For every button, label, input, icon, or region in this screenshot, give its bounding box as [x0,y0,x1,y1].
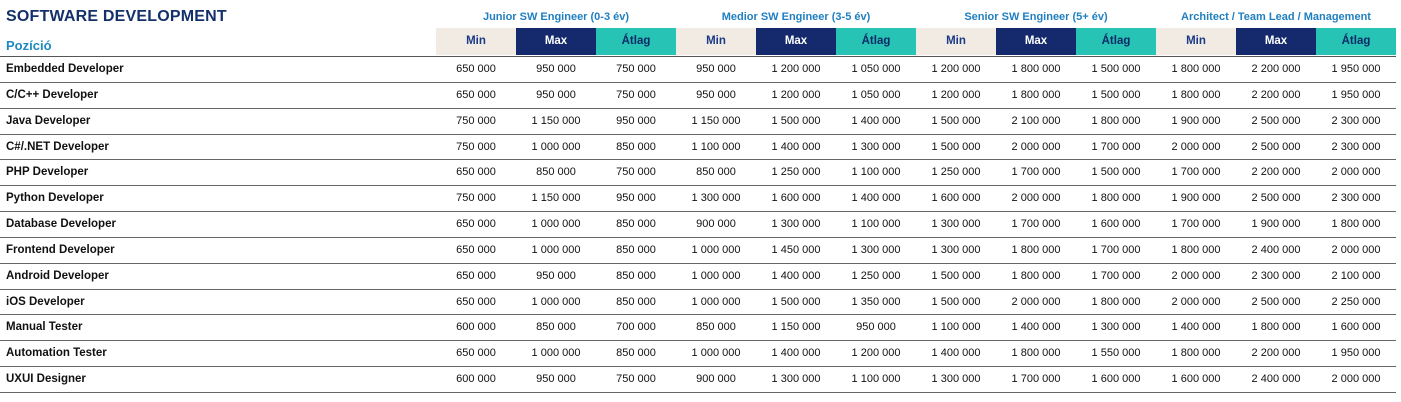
salary-cell: 2 500 000 [1251,192,1301,205]
salary-cell: 650 000 [456,63,496,75]
salary-cell: 1 800 000 [1171,88,1221,101]
subheader-avg: Átlag [1316,28,1396,55]
row-position-name: Database Developer [6,218,116,231]
salary-cell: 1 000 000 [531,295,581,308]
salary-cell: 950 000 [696,63,736,75]
salary-cell: 2 300 000 [1331,114,1381,127]
salary-cell: 2 400 000 [1251,373,1301,386]
salary-cell: 1 300 000 [931,373,981,386]
salary-cell: 2 300 000 [1331,140,1381,153]
salary-cell: 750 000 [456,114,496,127]
subheader-max: Max [1236,28,1316,55]
salary-cell: 2 000 000 [1171,140,1221,153]
subheader-min: Min [436,28,516,55]
table-body [0,57,1396,393]
subheader-min: Min [1156,28,1236,55]
salary-cell: 650 000 [456,269,496,282]
salary-cell: 1 350 000 [851,295,901,308]
salary-cell: 1 150 000 [531,114,581,127]
group-header-medior: Medior SW Engineer (3-5 év) [721,11,871,23]
salary-cell: 650 000 [456,243,496,256]
salary-cell: 700 000 [616,321,656,334]
table-row [0,186,1396,212]
row-position-name: PHP Developer [6,166,89,179]
salary-cell: 1 800 000 [1091,192,1141,205]
salary-cell: 850 000 [616,295,656,308]
salary-cell: 650 000 [456,88,496,101]
salary-cell: 950 000 [536,373,576,386]
salary-cell: 1 100 000 [851,218,901,231]
salary-cell: 1 500 000 [931,140,981,153]
salary-cell: 1 250 000 [771,166,821,179]
salary-cell: 1 050 000 [851,63,901,75]
salary-cell: 1 800 000 [1331,218,1381,231]
salary-cell: 650 000 [456,218,496,231]
salary-cell: 2 500 000 [1251,114,1301,127]
salary-cell: 1 000 000 [531,347,581,360]
salary-cell: 2 500 000 [1251,140,1301,153]
salary-cell: 1 300 000 [851,140,901,153]
salary-cell: 1 600 000 [1091,373,1141,386]
salary-cell: 1 150 000 [771,321,821,334]
salary-cell: 2 000 000 [1011,192,1061,205]
salary-cell: 950 000 [536,88,576,101]
position-column-header: Pozíció [6,38,52,53]
salary-cell: 1 600 000 [1331,321,1381,334]
row-position-name: Android Developer [6,269,109,282]
salary-cell: 1 800 000 [1091,114,1141,127]
salary-cell: 850 000 [616,218,656,231]
salary-cell: 1 900 000 [1171,114,1221,127]
salary-cell: 750 000 [616,166,656,179]
group-header-row [436,11,1396,27]
salary-cell: 1 300 000 [931,218,981,231]
salary-cell: 1 950 000 [1331,63,1381,75]
salary-cell: 1 100 000 [851,373,901,386]
salary-cell: 1 800 000 [1011,269,1061,282]
salary-cell: 2 300 000 [1251,269,1301,282]
salary-cell: 1 400 000 [771,269,821,282]
salary-cell: 1 700 000 [1011,373,1061,386]
salary-cell: 850 000 [696,321,736,334]
salary-cell: 750 000 [616,373,656,386]
row-position-name: Java Developer [6,114,91,127]
subheader-max: Max [756,28,836,55]
table-row [0,160,1396,186]
salary-cell: 2 100 000 [1331,269,1381,282]
salary-cell: 1 000 000 [531,140,581,153]
salary-cell: 1 250 000 [851,269,901,282]
salary-cell: 1 200 000 [931,63,981,75]
salary-cell: 950 000 [536,63,576,75]
salary-cell: 2 000 000 [1011,140,1061,153]
salary-cell: 850 000 [616,140,656,153]
salary-cell: 1 150 000 [531,192,581,205]
salary-cell: 1 000 000 [531,218,581,231]
salary-cell: 2 100 000 [1011,114,1061,127]
salary-cell: 1 200 000 [771,88,821,101]
salary-cell: 750 000 [456,140,496,153]
salary-cell: 1 500 000 [931,114,981,127]
salary-cell: 650 000 [456,347,496,360]
salary-cell: 950 000 [856,321,896,334]
salary-cell: 1 300 000 [691,192,741,205]
salary-cell: 1 900 000 [1251,218,1301,231]
salary-cell: 950 000 [616,192,656,205]
salary-cell: 2 250 000 [1331,295,1381,308]
salary-cell: 1 400 000 [851,114,901,127]
row-position-name: C#/.NET Developer [6,140,109,153]
salary-cell: 2 200 000 [1251,166,1301,179]
salary-cell: 1 800 000 [1011,63,1061,75]
row-position-name: Python Developer [6,192,104,205]
salary-cell: 2 000 000 [1011,295,1061,308]
table-row [0,83,1396,109]
table-row [0,135,1396,161]
group-header-senior: Senior SW Engineer (5+ év) [964,11,1108,23]
row-position-name: Embedded Developer [6,63,124,75]
salary-cell: 2 200 000 [1251,63,1301,75]
salary-cell: 1 600 000 [771,192,821,205]
salary-cell: 950 000 [696,88,736,101]
table-row [0,290,1396,316]
salary-cell: 1 400 000 [931,347,981,360]
table-row [0,109,1396,135]
salary-cell: 1 800 000 [1171,347,1221,360]
salary-cell: 1 400 000 [1171,321,1221,334]
salary-cell: 1 700 000 [1171,218,1221,231]
group-header-architect: Architect / Team Lead / Management [1181,11,1371,23]
salary-cell: 1 000 000 [691,295,741,308]
salary-cell: 1 400 000 [851,192,901,205]
salary-cell: 2 000 000 [1331,243,1381,256]
salary-cell: 1 000 000 [531,243,581,256]
salary-cell: 1 800 000 [1171,63,1221,75]
salary-cell: 850 000 [616,243,656,256]
salary-cell: 1 600 000 [931,192,981,205]
salary-cell: 750 000 [456,192,496,205]
salary-cell: 1 150 000 [691,114,741,127]
salary-cell: 1 000 000 [691,243,741,256]
salary-cell: 850 000 [616,269,656,282]
salary-cell: 1 700 000 [1091,269,1141,282]
salary-cell: 2 000 000 [1171,269,1221,282]
subheader-avg: Átlag [1076,28,1156,55]
salary-cell: 750 000 [616,88,656,101]
salary-cell: 1 800 000 [1011,88,1061,101]
salary-cell: 600 000 [456,321,496,334]
salary-cell: 1 100 000 [691,140,741,153]
salary-cell: 2 000 000 [1171,295,1221,308]
salary-cell: 1 700 000 [1091,140,1141,153]
salary-cell: 850 000 [536,321,576,334]
salary-cell: 1 300 000 [771,373,821,386]
salary-cell: 1 950 000 [1331,347,1381,360]
salary-cell: 650 000 [456,166,496,179]
salary-cell: 1 200 000 [771,63,821,75]
row-position-name: Frontend Developer [6,243,115,256]
salary-cell: 1 000 000 [691,269,741,282]
salary-cell: 1 500 000 [1091,166,1141,179]
salary-cell: 1 600 000 [1171,373,1221,386]
row-position-name: UXUI Designer [6,373,86,386]
salary-cell: 650 000 [456,295,496,308]
subheader-min: Min [676,28,756,55]
salary-cell: 600 000 [456,373,496,386]
salary-cell: 1 700 000 [1171,166,1221,179]
salary-cell: 2 000 000 [1331,166,1381,179]
row-position-name: Automation Tester [6,347,107,360]
salary-cell: 1 200 000 [851,347,901,360]
salary-cell: 1 800 000 [1251,321,1301,334]
salary-cell: 1 100 000 [931,321,981,334]
row-position-name: Manual Tester [6,321,83,334]
salary-cell: 2 500 000 [1251,295,1301,308]
salary-cell: 900 000 [696,373,736,386]
table-row [0,212,1396,238]
salary-cell: 850 000 [696,166,736,179]
group-header-junior: Junior SW Engineer (0-3 év) [482,11,630,23]
salary-cell: 1 800 000 [1011,347,1061,360]
salary-cell: 900 000 [696,218,736,231]
salary-cell: 950 000 [616,114,656,127]
salary-cell: 1 400 000 [1011,321,1061,334]
row-position-name: iOS Developer [6,295,85,308]
salary-cell: 1 400 000 [771,140,821,153]
row-position-name: C/C++ Developer [6,88,99,101]
salary-cell: 1 550 000 [1091,347,1141,360]
salary-cell: 1 300 000 [851,243,901,256]
table-row [0,57,1396,83]
salary-cell: 1 500 000 [931,295,981,308]
salary-cell: 1 300 000 [771,218,821,231]
table-row [0,315,1396,341]
salary-cell: 1 500 000 [931,269,981,282]
salary-cell: 2 300 000 [1331,192,1381,205]
salary-cell: 1 400 000 [771,347,821,360]
salary-cell: 950 000 [536,269,576,282]
salary-cell: 1 000 000 [691,347,741,360]
salary-cell: 1 300 000 [931,243,981,256]
table-row [0,238,1396,264]
salary-cell: 1 800 000 [1171,243,1221,256]
salary-cell: 1 950 000 [1331,88,1381,101]
table-row [0,367,1396,393]
salary-cell: 1 800 000 [1091,295,1141,308]
salary-cell: 850 000 [536,166,576,179]
salary-cell: 1 500 000 [1091,88,1141,101]
salary-cell: 1 500 000 [771,295,821,308]
subheader-min: Min [916,28,996,55]
salary-cell: 1 700 000 [1011,218,1061,231]
subheader-avg: Átlag [836,28,916,55]
salary-cell: 1 300 000 [1091,321,1141,334]
salary-cell: 1 450 000 [771,243,821,256]
salary-cell: 1 600 000 [1091,218,1141,231]
salary-cell: 2 200 000 [1251,88,1301,101]
salary-cell: 1 200 000 [931,88,981,101]
subheader-row [436,28,1396,55]
page-title: SOFTWARE DEVELOPMENT [6,8,227,25]
salary-cell: 850 000 [616,347,656,360]
subheader-avg: Átlag [596,28,676,55]
salary-cell: 2 000 000 [1331,373,1381,386]
salary-cell: 1 900 000 [1171,192,1221,205]
subheader-max: Max [516,28,596,55]
salary-cell: 750 000 [616,63,656,75]
salary-cell: 1 500 000 [1091,63,1141,75]
salary-cell: 2 200 000 [1251,347,1301,360]
salary-cell: 1 050 000 [851,88,901,101]
salary-cell: 1 100 000 [851,166,901,179]
salary-cell: 1 700 000 [1091,243,1141,256]
subheader-max: Max [996,28,1076,55]
salary-cell: 1 500 000 [771,114,821,127]
table-row [0,341,1396,367]
salary-cell: 1 800 000 [1011,243,1061,256]
salary-cell: 1 700 000 [1011,166,1061,179]
table-row [0,264,1396,290]
salary-cell: 1 250 000 [931,166,981,179]
salary-cell: 2 400 000 [1251,243,1301,256]
